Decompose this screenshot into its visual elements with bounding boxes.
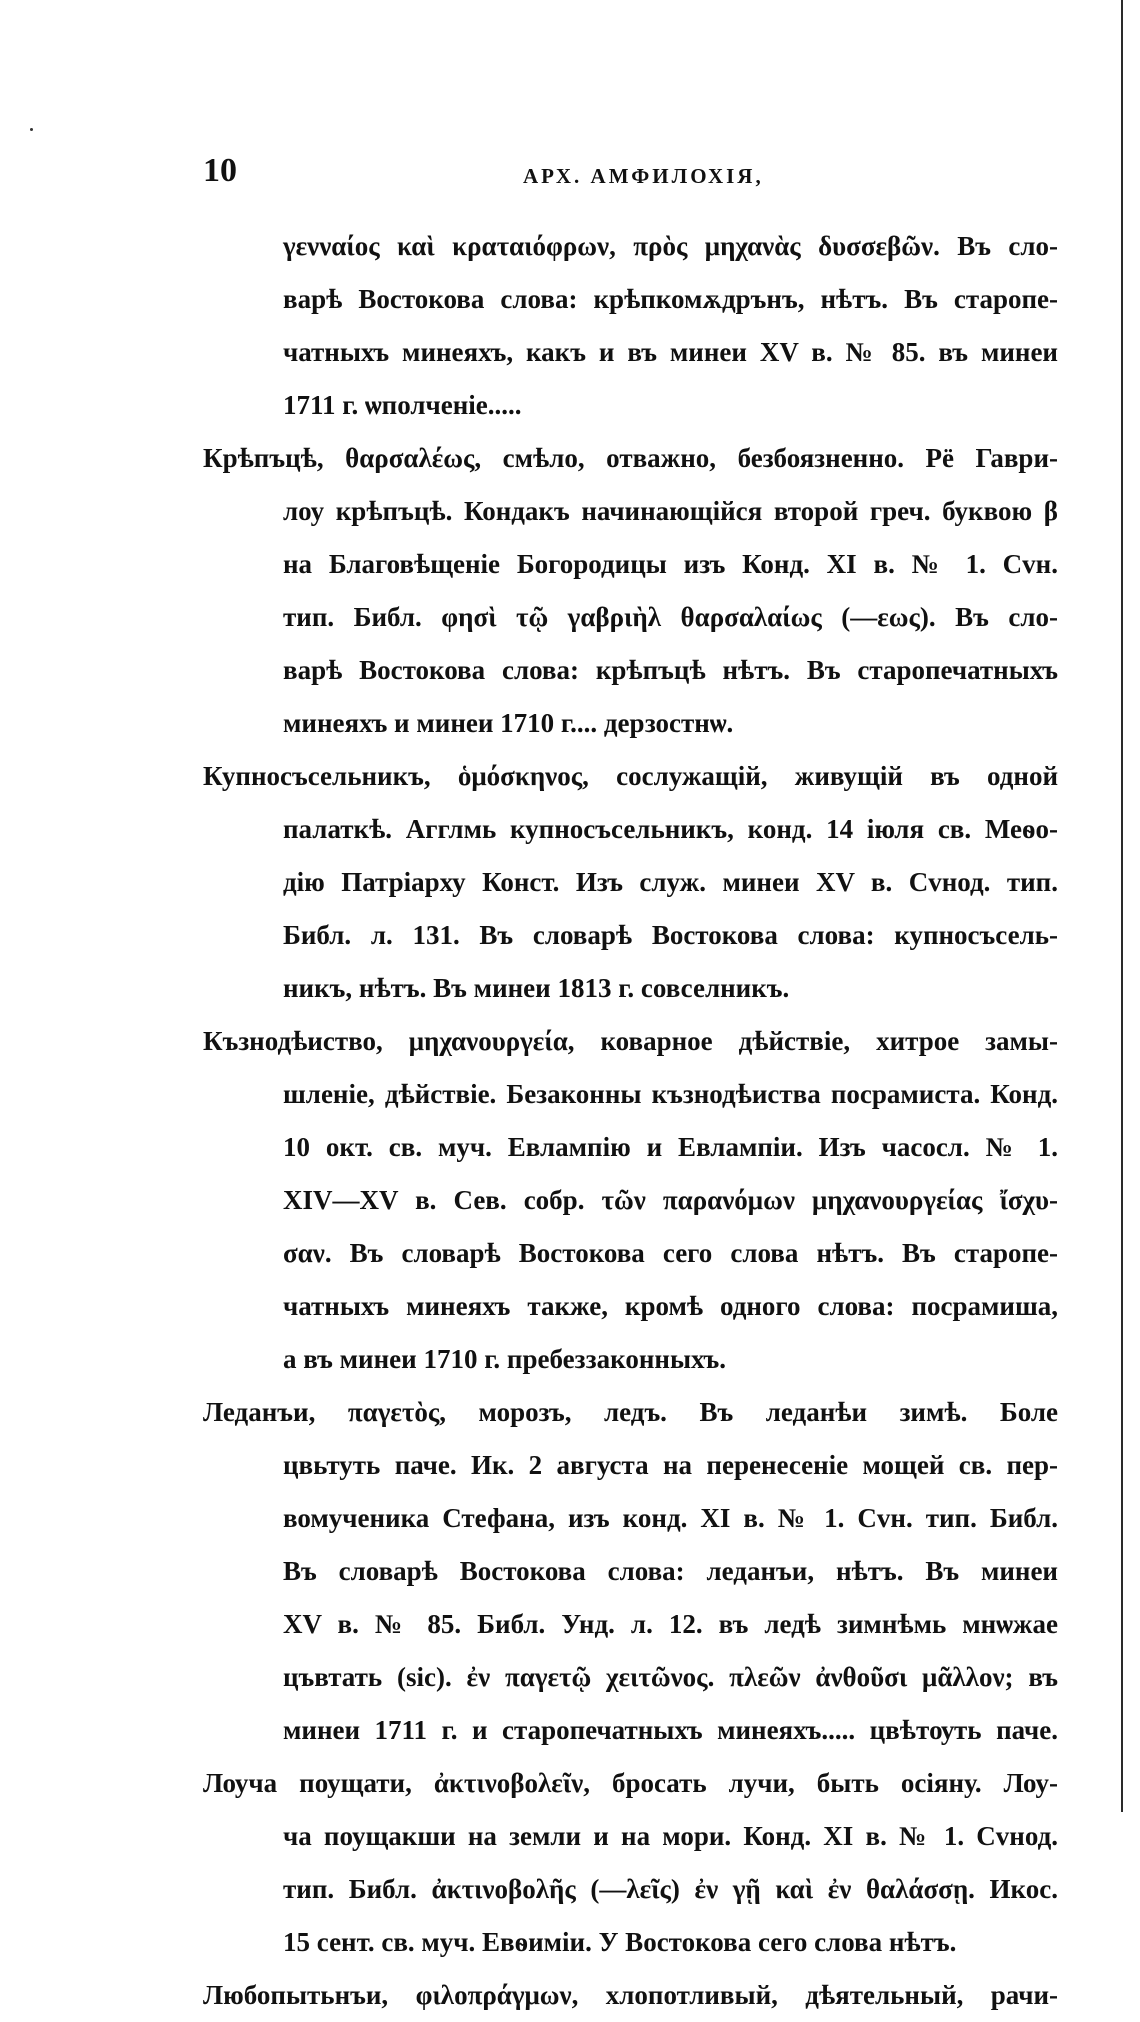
text-line: дію Патріарху Конст. Изъ служ. минеи XV в. Сvнод. тип. — [283, 867, 1058, 897]
text-line: ча поущакши на земли и на мори. Конд. XI в. № 1. Сvнод. — [283, 1821, 1058, 1851]
text-line: варѣ Востокова слова: крѣпкомѫдрънъ, нѣтъ. Въ старопе- — [283, 284, 1058, 314]
text-line: а въ минеи 1710 г. пребеззаконныхъ. — [283, 1344, 726, 1374]
text-line: Библ. л. 131. Въ словарѣ Востокова слова: купносъсель- — [283, 920, 1058, 950]
text-line: цъвтать (sic). ἐν παγετῷ χειτῶνος. πλεῶν ἀνθοῦσι μᾶλλον; въ — [283, 1662, 1058, 1692]
scan-edge-line — [1121, 0, 1123, 1812]
text-line: чатныхъ минеяхъ также, кромѣ одного слова: посрамиша, — [283, 1291, 1058, 1321]
text-line: Въ словарѣ Востокова слова: леданъи, нѣтъ. Въ минеи — [283, 1556, 1058, 1586]
text-line: XV в. № 85. Библ. Унд. л. 12. въ ледѣ зимнѣмь мнѡжае — [283, 1609, 1058, 1639]
text-line: минеяхъ и минеи 1710 г.... дерзостнѡ. — [283, 708, 734, 738]
text-line: тип. Библ. ἀκτινοβολῆς (—λεῖς) ἐν γῇ καὶ ἐν θαλάσσῃ. Икос. — [283, 1874, 1058, 1904]
text-line: шленіе, дѣйствіе. Безаконны къзнодѣиства посрамиста. Конд. — [283, 1079, 1058, 1109]
entry-headword-line: Лоуча поущати, ἀκτινοβολεῖν, бросать лучи, быть осіяну. Лоу- — [203, 1768, 1058, 1798]
text-line: на Благовѣщеніе Богородицы изъ Конд. XI в. № 1. Сvн. — [283, 549, 1058, 579]
text-line: варѣ Востокова слова: крѣпъцѣ нѣтъ. Въ старопечатныхъ — [283, 655, 1058, 685]
entry-headword-line: Крѣпъцѣ, θαρσαλέως, смѣло, отважно, безбоязненно. Рё Гаври- — [203, 443, 1058, 473]
text-line: γενναίος καὶ κραταιόφρων, πρὸς μηχανὰς δυσσεβῶν. Въ сло- — [283, 231, 1058, 261]
body-text — [203, 220, 1058, 2022]
entry-headword-line: Любопытьнъи, φιλοπράγμων, хлопотливый, дѣятельный, рачи- — [203, 1980, 1058, 2010]
text-line: никъ, нѣтъ. Въ минеи 1813 г. совселникъ. — [283, 973, 790, 1003]
running-head — [203, 152, 1043, 202]
entry-headword-line: Къзнодѣиство, μηχανουργεία, коварное дѣйствіе, хитрое замы- — [203, 1026, 1058, 1056]
text-line: 10 окт. св. муч. Евлампію и Евлампіи. Изъ часосл. № 1. — [283, 1132, 1058, 1162]
text-line: σαν. Въ словарѣ Востокова сего слова нѣтъ. Въ старопе- — [283, 1238, 1058, 1268]
text-line: XIV—XV в. Сев. собр. τῶν παρανόμων μηχανουργείας ἴσχυ- — [283, 1185, 1058, 1215]
text-line: цвьтуть паче. Ик. 2 августа на перенесеніе мощей св. пер- — [283, 1450, 1058, 1480]
page-number: 10 — [203, 152, 237, 189]
text-line: минеи 1711 г. и старопечатныхъ минеяхъ..... цвѣтѹть паче. — [283, 1715, 1058, 1745]
text-line: 1711 г. ѡполченіе..... — [283, 390, 522, 420]
running-title: АРХ. АМФИЛОХІЯ, — [523, 164, 764, 188]
text-line: тип. Библ. φησὶ τῷ γαβριὴλ θαρσαλαίως (—εως). Въ сло- — [283, 602, 1058, 632]
text-line: лоу крѣпъцѣ. Кондакъ начинающійся второй греч. буквою β — [283, 496, 1058, 526]
scan-speck — [30, 128, 33, 131]
text-line: палаткѣ. Агглмь купносъсельникъ, конд. 14 іюля св. Меѳо- — [283, 814, 1058, 844]
text-line: вомученика Стефана, изъ конд. XI в. № 1. Сvн. тип. Библ. — [283, 1503, 1058, 1533]
text-line: 15 сент. св. муч. Евѳиміи. У Востокова сего слова нѣтъ. — [283, 1927, 957, 1957]
text-line: чатныхъ минеяхъ, какъ и въ минеи XV в. № 85. въ минеи — [283, 337, 1058, 367]
entry-headword-line: Купносъсельникъ, ὁμόσκηνος, сослужащій, живущій въ одной — [203, 761, 1058, 791]
entry-headword-line: Леданъи, παγετὸς, морозъ, ледъ. Въ леданѣи зимѣ. Боле — [203, 1397, 1058, 1427]
